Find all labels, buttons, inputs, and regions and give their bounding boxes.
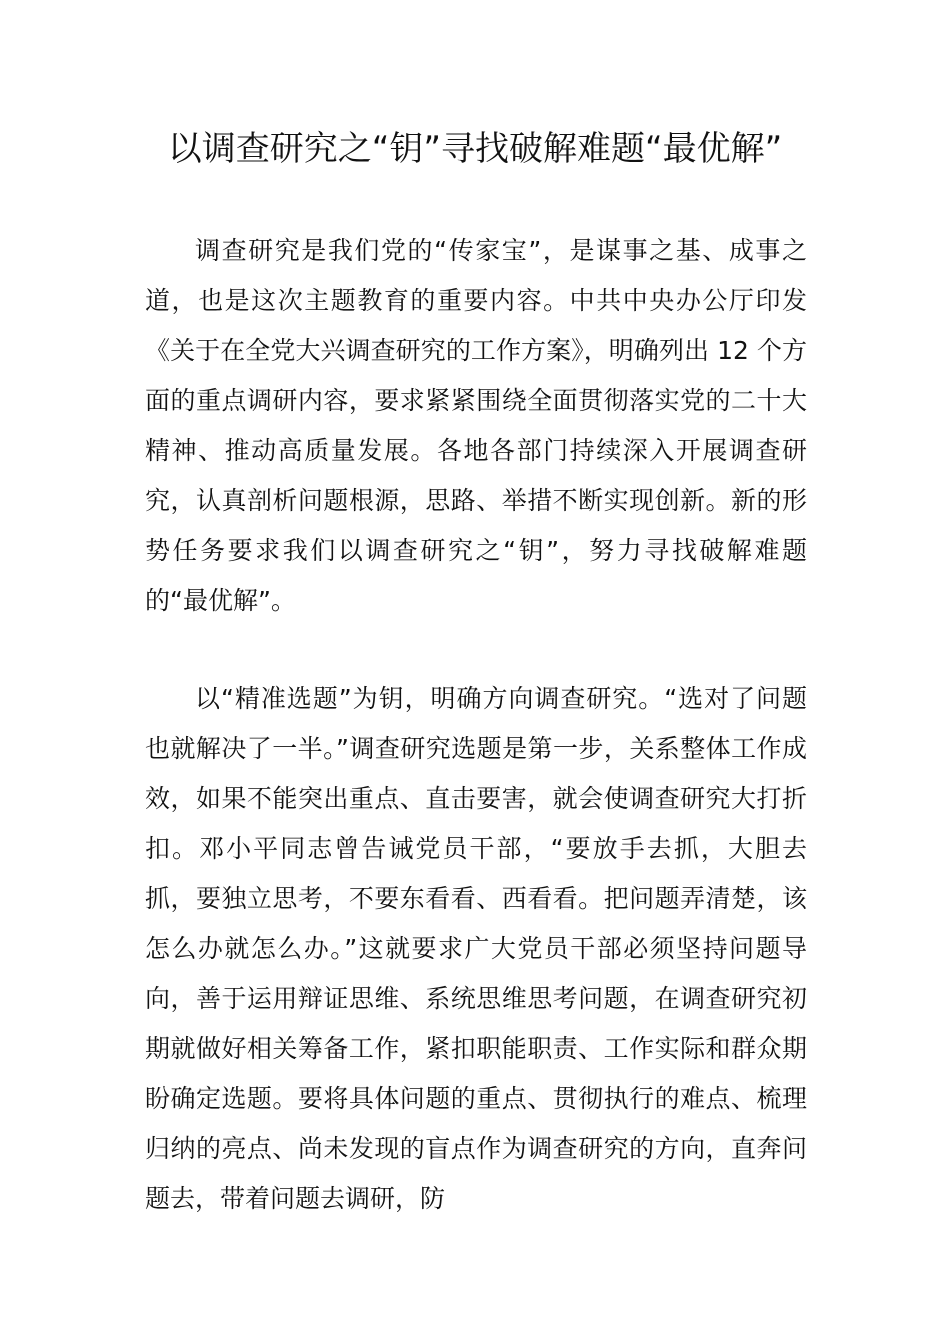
paragraph-precise-topic: 以“精准选题”为钥，明确方向调查研究。“选对了问题也就解决了一半。”调查研究选题是第一步，关系整体工作成效，如果不能突出重点、直击要害，就会使调查研究大打折扣。邓小平同志曾告诫党员干部，“要放手去抓，大胆去抓，要独立思考，不要东看看、西看看。把问题弄清楚，该怎么办就怎么办。”这就要求广大党员干部必须坚持问题导向，善于运用辩证思维、系统思维思考问题，在调查研究初期就做好相关筹备工作，紧扣职能职责、工作实际和群众期盼确定选题。要将具体问题的重点、贯彻执行的难点、梳理归纳的亮点、尚未发现的盲点作为调查研究的方向，直奔问题去，带着问题去调研，防 [145,684,807,1213]
document-title: 以调查研究之“钥”寻找破解难题“最优解” [167,129,783,169]
paragraph-intro: 调查研究是我们党的“传家宝”，是谋事之基、成事之道，也是这次主题教育的重要内容。中共中央办公厅印发《关于在全党大兴调查研究的工作方案》，明确列出 12 个方面的重点调研内容，要求紧紧围绕全面贯彻落实党的二十大精神、推动高质量发展。各地各部门持续深入开展调查研究，认真剖析问题根源，思路、举措不断实现创新。新的形势任务要求我们以调查研究之“钥”，努力寻找破解难题的“最优解”。 [145,236,807,615]
